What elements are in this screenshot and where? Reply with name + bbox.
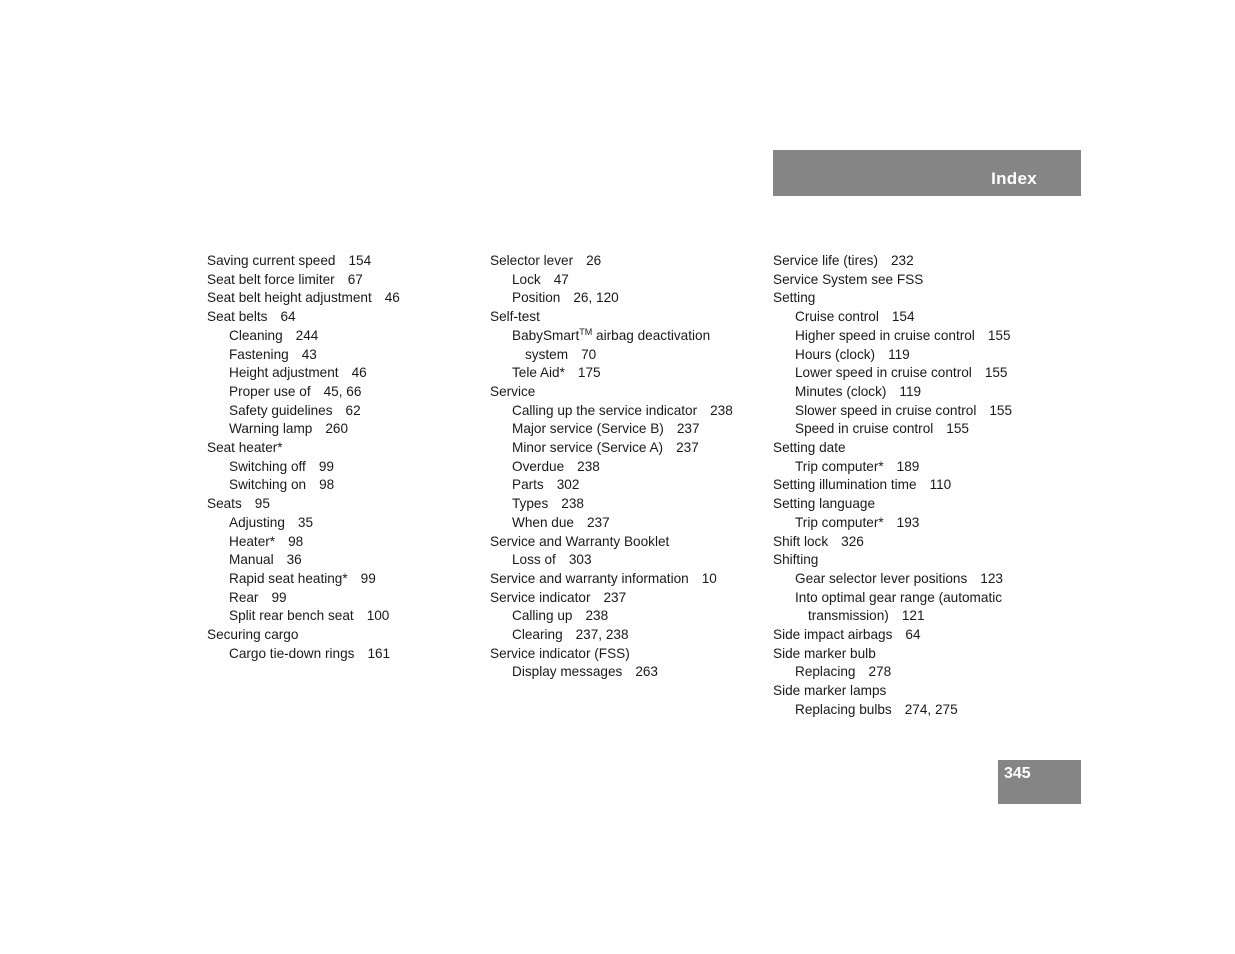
entry-text: Side impact airbags [773, 627, 893, 643]
index-subentry [773, 327, 1012, 346]
entry-text: Speed in cruise control [795, 421, 934, 437]
page-reference: 123 [980, 570, 1003, 586]
entry-text: Seats [207, 496, 242, 512]
entry-text: Adjusting [229, 514, 285, 530]
page-reference: 175 [577, 365, 601, 381]
index-entry [207, 308, 400, 327]
index-subentry [207, 533, 400, 552]
index-subentry [207, 514, 400, 533]
entry-text: Trip computer* [795, 458, 884, 474]
page-reference: 237 [676, 421, 700, 437]
entry-text: Securing cargo [207, 627, 299, 643]
entry-text: Cleaning [229, 327, 283, 343]
index-subentry [490, 402, 733, 421]
entry-text: Major service (Service B) [512, 421, 664, 437]
index-subentry [773, 346, 1012, 365]
entry-text: Switching off [229, 458, 306, 474]
entry-text: Loss of [512, 552, 556, 568]
entry-text: Minor service (Service A) [512, 440, 664, 456]
entry-text: Height adjustment [229, 365, 339, 381]
entry-text: Parts [512, 477, 544, 493]
page-reference: 237, 238 [575, 627, 629, 643]
page-reference: 36 [286, 552, 302, 568]
entry-text: Shifting [773, 552, 819, 568]
entry-text: Seat belt height adjustment [207, 290, 372, 306]
page-reference: 64 [905, 627, 921, 643]
entry-text: Lock [512, 271, 541, 287]
page-reference: 232 [891, 253, 914, 268]
index-entry [490, 589, 733, 608]
entry-text: Setting language [773, 496, 876, 512]
index-subentry [773, 308, 1012, 327]
index-header-bar [773, 150, 1081, 196]
page-reference: 238 [577, 458, 600, 474]
page-reference: 326 [841, 533, 864, 549]
entry-text: Side marker lamps [773, 683, 887, 699]
index-entry [773, 495, 1012, 514]
entry-text: Rear [229, 589, 259, 605]
index-entry [490, 533, 733, 552]
page-reference: 10 [701, 570, 717, 586]
entry-text: Tele Aid* [512, 365, 565, 381]
entry-text: Service indicator (FSS) [490, 645, 630, 661]
page-reference: 238 [561, 496, 584, 512]
index-subentry [773, 607, 1012, 626]
index-subentry [207, 570, 400, 589]
page-reference: 237 [676, 440, 699, 456]
page-reference: 155 [984, 365, 1008, 381]
page-reference: 260 [325, 421, 349, 437]
index-entry [207, 626, 400, 645]
entry-text: Side marker bulb [773, 645, 876, 661]
entry-text: Service System see FSS [773, 271, 924, 287]
entry-text: Hours (clock) [795, 346, 876, 362]
index-entry [207, 495, 400, 514]
index-subentry [773, 364, 1012, 383]
page-reference: 99 [360, 570, 376, 586]
page-reference: 155 [989, 402, 1013, 418]
entry-text: Split rear bench seat [229, 608, 354, 624]
page-reference: 274, 275 [904, 701, 958, 717]
index-subentry [490, 439, 733, 458]
entry-text: Display messages [512, 664, 623, 680]
index-entry [773, 476, 1012, 495]
page-reference: 110 [929, 477, 952, 493]
index-subentry [207, 458, 400, 477]
page-reference: 47 [553, 271, 569, 287]
index-subentry [490, 364, 733, 383]
index-subentry [207, 402, 400, 421]
entry-text: Slower speed in cruise control [795, 402, 977, 418]
entry-text-continued: airbag deactivation [592, 327, 711, 343]
index-entry [207, 289, 400, 308]
entry-text: Service and Warranty Booklet [490, 533, 670, 549]
index-subentry [490, 271, 733, 290]
index-subentry [207, 327, 400, 346]
entry-text: Service [490, 383, 536, 399]
index-column-1 [207, 252, 400, 663]
index-entry [490, 570, 733, 589]
entry-text: transmission) [808, 608, 889, 624]
index-entry [490, 383, 733, 402]
index-entry [773, 289, 1012, 308]
entry-text: Switching on [229, 477, 307, 493]
index-entry [490, 645, 733, 664]
entry-text: Setting [773, 290, 816, 306]
entry-text: Saving current speed [207, 253, 336, 268]
page-reference: 99 [318, 458, 334, 474]
index-entry [207, 439, 400, 458]
index-subentry [207, 589, 400, 608]
index-subentry [773, 701, 1012, 720]
index-entry [207, 271, 400, 290]
index-subentry [773, 383, 1012, 402]
index-subentry [490, 289, 733, 308]
page-reference: 26, 120 [573, 290, 619, 306]
page-reference: 46 [351, 365, 367, 381]
entry-text: Gear selector lever positions [795, 570, 968, 586]
index-entry [773, 551, 1012, 570]
index-subentry [773, 570, 1012, 589]
page-reference: 70 [581, 346, 597, 362]
page-reference: 62 [345, 402, 361, 418]
page-reference: 95 [254, 496, 270, 512]
entry-text: Self-test [490, 309, 540, 325]
entry-text: Heater* [229, 533, 276, 549]
page-reference: 244 [295, 327, 319, 343]
page-number-box [998, 760, 1081, 804]
entry-text: Service and warranty information [490, 570, 689, 586]
page-reference: 46 [384, 290, 400, 306]
page-reference: 237 [603, 589, 627, 605]
index-subentry [773, 663, 1012, 682]
index-subentry [490, 626, 733, 645]
index-subentry [773, 589, 1012, 608]
entry-text: Lower speed in cruise control [795, 365, 972, 381]
page-reference: 119 [899, 383, 922, 399]
index-subentry [207, 420, 400, 439]
entry-text: Position [512, 290, 561, 306]
entry-text: Calling up the service indicator [512, 402, 698, 418]
index-entry [773, 626, 1012, 645]
page-reference: 189 [896, 458, 920, 474]
index-subentry [207, 383, 400, 402]
entry-text: Seat heater* [207, 440, 283, 456]
page-reference: 119 [888, 346, 910, 362]
entry-text: Overdue [512, 458, 565, 474]
page-reference: 263 [635, 664, 658, 680]
page-reference: 155 [946, 421, 969, 437]
entry-text: Seat belts [207, 309, 268, 325]
index-subentry [490, 607, 733, 626]
page-reference: 303 [568, 552, 592, 568]
entry-text: Higher speed in cruise control [795, 327, 975, 343]
index-subentry [207, 645, 400, 664]
page-reference: 45, 66 [323, 383, 362, 399]
entry-text: Safety guidelines [229, 402, 333, 418]
page-reference: 98 [288, 533, 304, 549]
page-reference: 237 [586, 514, 610, 530]
entry-text: Proper use of [229, 383, 311, 399]
page-reference: 238 [585, 608, 609, 624]
index-entry [773, 252, 1012, 271]
index-subentry [207, 476, 400, 495]
index-entry [773, 645, 1012, 664]
index-subentry [773, 420, 1012, 439]
index-subentry [490, 551, 733, 570]
index-entry [207, 252, 400, 271]
entry-text: Setting date [773, 440, 846, 456]
page-reference: 238 [710, 402, 733, 418]
page-reference: 154 [348, 253, 372, 268]
page-reference: 64 [280, 309, 296, 325]
page-reference: 121 [901, 608, 925, 624]
page-reference: 99 [271, 589, 287, 605]
index-subentry [490, 476, 733, 495]
entry-text: Clearing [512, 627, 563, 643]
index-column-2 [490, 252, 733, 682]
index-entry [490, 308, 733, 327]
page-reference: 26 [586, 253, 602, 268]
entry-text: Minutes (clock) [795, 383, 887, 399]
index-entry [490, 252, 733, 271]
index-subentry [490, 495, 733, 514]
entry-text: Cruise control [795, 309, 879, 325]
page-reference: 278 [868, 664, 892, 680]
entry-text: Cargo tie-down rings [229, 645, 355, 661]
page-reference: 67 [347, 271, 363, 287]
entry-text: Trip computer* [795, 514, 884, 530]
page-reference: 154 [891, 309, 915, 325]
page-number: 345 [1004, 765, 1031, 782]
index-subentry [207, 551, 400, 570]
entry-text: Selector lever [490, 253, 574, 268]
index-subentry [207, 364, 400, 383]
index-subentry [490, 420, 733, 439]
entry-text: Service life (tires) [773, 253, 878, 268]
index-subentry [207, 607, 400, 626]
index-column-3 [773, 252, 1012, 720]
entry-text: When due [512, 514, 574, 530]
page-reference: 302 [556, 477, 580, 493]
page-reference: 43 [301, 346, 317, 362]
page-reference: 100 [366, 608, 390, 624]
entry-text: Setting illumination time [773, 477, 917, 493]
entry-text: Replacing bulbs [795, 701, 892, 717]
entry-text: Shift lock [773, 533, 829, 549]
entry-text: system [525, 346, 569, 362]
index-entry [773, 682, 1012, 701]
index-subentry [490, 663, 733, 682]
page-reference: 155 [987, 327, 1011, 343]
page-reference: 35 [297, 514, 314, 530]
page-reference: 98 [319, 477, 335, 493]
entry-text: Into optimal gear range (automatic [795, 589, 1003, 605]
index-subentry [207, 346, 400, 365]
entry-text: Service indicator [490, 589, 591, 605]
index-entry [773, 439, 1012, 458]
page-reference: 161 [367, 645, 391, 661]
index-entry [773, 533, 1012, 552]
entry-text: Seat belt force limiter [207, 271, 335, 287]
index-subentry [490, 327, 733, 346]
page-reference: 193 [896, 514, 920, 530]
entry-text: Warning lamp [229, 421, 313, 437]
trademark-superscript: TM [579, 326, 593, 337]
entry-text: BabySmart [512, 327, 580, 343]
index-subentry [490, 458, 733, 477]
index-subentry [773, 514, 1012, 533]
index-entry [773, 271, 1012, 290]
entry-text: Calling up [512, 608, 573, 624]
entry-text: Manual [229, 552, 274, 568]
entry-text: Rapid seat heating* [229, 570, 348, 586]
entry-text: Fastening [229, 346, 289, 362]
index-subentry [490, 514, 733, 533]
entry-text: Types [512, 496, 549, 512]
entry-text: Replacing [795, 664, 856, 680]
index-subentry [490, 346, 733, 365]
page-title: Index [991, 169, 1037, 188]
index-subentry [773, 402, 1012, 421]
index-subentry [773, 458, 1012, 477]
